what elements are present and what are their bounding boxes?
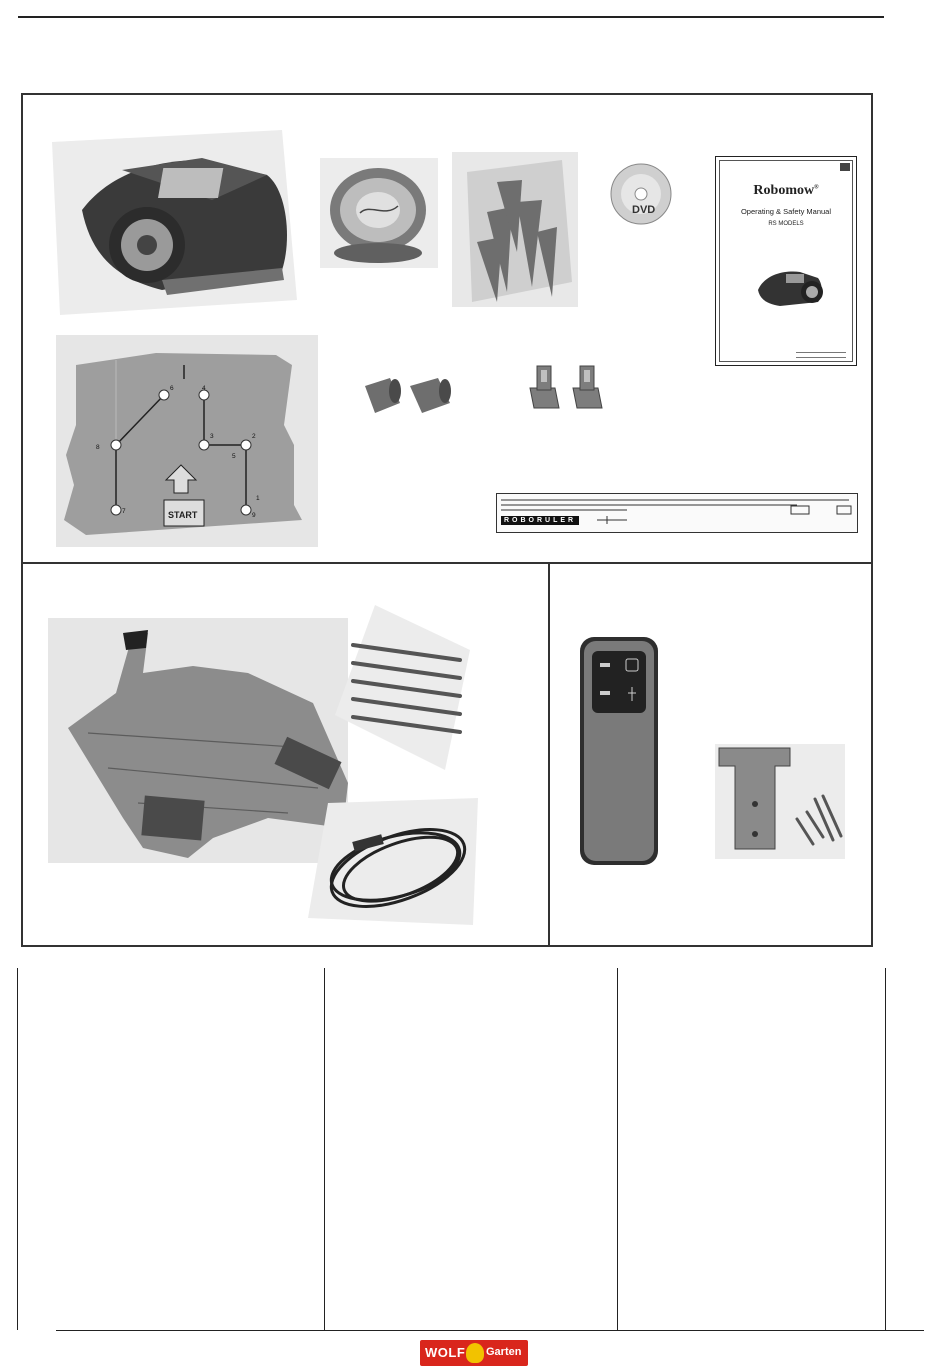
column-divider xyxy=(617,968,618,1330)
template-number: 1 xyxy=(256,495,260,502)
clips-image xyxy=(525,360,610,415)
remote-control-image xyxy=(578,635,660,867)
screws-image xyxy=(335,605,470,770)
template-start-label: START xyxy=(168,510,198,520)
column-divider xyxy=(324,968,325,1330)
pegs-bag-image xyxy=(452,152,578,307)
manual-brand: Robomow® xyxy=(753,183,819,198)
manual-models: RS MODELS xyxy=(768,221,804,227)
template-number: 3 xyxy=(210,433,214,440)
manual-footer-lines xyxy=(796,352,846,353)
logo-wolf-icon xyxy=(466,1343,484,1363)
manual-booklet xyxy=(715,156,857,366)
dvd-image xyxy=(610,163,672,225)
wire-connectors-image xyxy=(360,368,460,418)
template-number: 2 xyxy=(252,433,256,440)
template-number: 8 xyxy=(96,444,100,451)
wire-spool-image xyxy=(320,158,438,268)
extension-cable-image xyxy=(308,798,478,925)
mower-image xyxy=(52,130,297,315)
manual-mower-image xyxy=(750,262,826,312)
roboruler-image xyxy=(496,493,858,533)
template-number: 9 xyxy=(252,512,256,519)
base-station-image xyxy=(48,618,348,863)
logo-right-text: Garten xyxy=(486,1346,522,1358)
bottom-rule xyxy=(56,1330,924,1331)
template-number: 5 xyxy=(232,453,236,460)
template-number: 7 xyxy=(122,508,126,515)
svg-text:DVD: DVD xyxy=(632,204,656,216)
starter-template-image xyxy=(56,335,318,547)
roboruler-label: ROBORULER xyxy=(501,516,579,525)
template-number: 4 xyxy=(202,385,206,392)
wall-bracket-image xyxy=(715,744,845,859)
top-rule xyxy=(18,16,884,18)
manual-book-icon xyxy=(840,163,850,171)
manual-title: Operating & Safety Manual xyxy=(740,207,832,216)
column-divider xyxy=(885,968,886,1330)
column-divider xyxy=(17,968,18,1330)
logo-left-text: WOLF xyxy=(425,1345,466,1360)
template-number: 6 xyxy=(170,385,174,392)
wolf-garten-logo xyxy=(420,1340,528,1366)
